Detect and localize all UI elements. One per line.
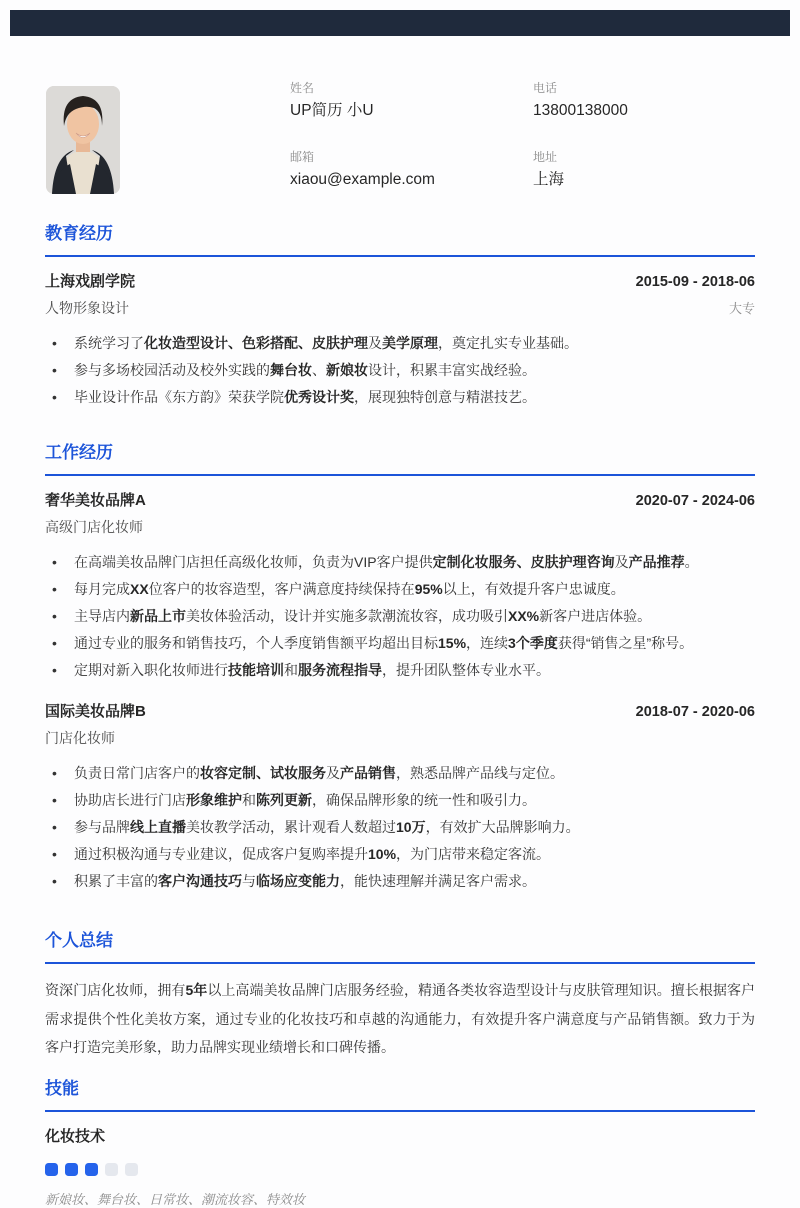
top-accent-bar: [10, 10, 790, 36]
bullet-text: 参与品牌线上直播美妆教学活动，累计观看人数超过10万，有效扩大品牌影响力。: [74, 819, 580, 835]
section-title: 技能: [45, 1078, 79, 1098]
skill-tags: 新娘妆、舞台妆、日常妆、潮流妆容、特效妆: [45, 1191, 306, 1207]
section-divider: [45, 1110, 755, 1112]
work-entry: [45, 700, 755, 895]
bullet-dot-icon: •: [52, 819, 57, 835]
company-name: 国际美妆品牌B: [45, 703, 146, 720]
contact-field-phone: [533, 80, 628, 122]
bullet-dot-icon: •: [52, 362, 57, 378]
bullet-dot-icon: •: [52, 873, 57, 889]
skill-dot-filled: [65, 1163, 78, 1176]
bullet-text: 主导店内新品上市美妆体验活动，设计并实施多款潮流妆容，成功吸引XX%新客户进店体验。: [74, 608, 652, 624]
bullet-item: [45, 814, 755, 841]
bullet-item: [45, 549, 755, 576]
bullet-text: 积累了丰富的客户沟通技巧与临场应变能力，能快速理解并满足客户需求。: [74, 873, 536, 889]
skill-dot-filled: [45, 1163, 58, 1176]
field-label: 电话: [533, 81, 558, 95]
date-range: 2020-07 - 2024-06: [635, 493, 755, 509]
section-skills: [45, 1077, 755, 1208]
section-education: [45, 222, 755, 411]
resume-body: [45, 210, 755, 1208]
bullet-dot-icon: •: [52, 581, 57, 597]
bullet-list: [45, 549, 755, 684]
bullet-item: [45, 330, 755, 357]
bullet-item: [45, 384, 755, 411]
section-divider: [45, 962, 755, 964]
skill-level-indicator: [45, 1163, 755, 1176]
bullet-text: 定期对新入职化妆师进行技能培训和服务流程指导，提升团队整体专业水平。: [74, 662, 550, 678]
field-value: 上海: [533, 171, 565, 188]
skill-dot-filled: [85, 1163, 98, 1176]
bullet-item: [45, 630, 755, 657]
skill-name: 化妆技术: [45, 1127, 106, 1145]
bullet-item: [45, 357, 755, 384]
skill-dot-empty: [125, 1163, 138, 1176]
bullet-dot-icon: •: [52, 608, 57, 624]
company-name: 奢华美妆品牌A: [45, 492, 146, 509]
degree-label: 大专: [728, 301, 755, 316]
bullet-dot-icon: •: [52, 389, 57, 405]
bullet-item: [45, 657, 755, 684]
bullet-text: 通过专业的服务和销售技巧，个人季度销售额平均超出目标15%，连续3个季度获得“销售之星”称号。: [74, 635, 694, 651]
contact-field-name: [290, 80, 533, 122]
section-work: [45, 441, 755, 895]
bullet-text: 协助店长进行门店形象维护和陈列更新，确保品牌形象的统一性和吸引力。: [74, 792, 536, 808]
work-entry: [45, 489, 755, 684]
bullet-item: [45, 603, 755, 630]
bullet-list: [45, 760, 755, 895]
field-label: 地址: [533, 150, 558, 164]
section-divider: [45, 255, 755, 257]
bullet-list: [45, 330, 755, 411]
bullet-text: 通过积极沟通与专业建议，促成客户复购率提升10%，为门店带来稳定客流。: [74, 846, 551, 862]
field-label: 邮箱: [290, 150, 315, 164]
bullet-text: 参与多场校园活动及校外实践的舞台妆、新娘妆设计，积累丰富实战经验。: [74, 362, 536, 378]
bullet-dot-icon: •: [52, 635, 57, 651]
bullet-item: [45, 576, 755, 603]
field-value: 13800138000: [533, 102, 628, 119]
portrait-illustration: [46, 86, 120, 194]
bullet-text: 毕业设计作品《东方韵》荣获学院优秀设计奖，展现独特创意与精湛技艺。: [74, 389, 536, 405]
contact-field-email: [290, 149, 533, 191]
summary-paragraph: 资深门店化妆师，拥有5年以上高端美妆品牌门店服务经验，精通各类妆容造型设计与皮肤管理知识。擅长根据客户需求提供个性化美妆方案，通过专业的化妆技巧和卓越的沟通能力，有效提升客户满意度与产品销售额。致力于为客户打造完美形象，助力品牌实现业绩增长和口碑传播。: [45, 982, 756, 1055]
major-name: 人物形象设计: [45, 300, 129, 316]
bullet-text: 在高端美妆品牌门店担任高级化妆师，负责为VIP客户提供定制化妆服务、皮肤护理咨询及产品推荐。: [74, 554, 699, 570]
section-title: 工作经历: [45, 443, 113, 462]
bullet-text: 每月完成XX位客户的妆容造型，客户满意度持续保持在95%以上，有效提升客户忠诚度。: [74, 581, 625, 597]
section-divider: [45, 474, 755, 476]
field-label: 姓名: [290, 81, 315, 95]
school-name: 上海戏剧学院: [45, 273, 136, 290]
job-title: 门店化妆师: [45, 730, 115, 746]
bullet-dot-icon: •: [52, 846, 57, 862]
date-range: 2015-09 - 2018-06: [635, 274, 755, 290]
skill-dot-empty: [105, 1163, 118, 1176]
bullet-item: [45, 868, 755, 895]
section-summary: [45, 929, 755, 1062]
bullet-dot-icon: •: [52, 335, 57, 351]
section-title: 教育经历: [45, 224, 113, 243]
field-value: UP简历 小U: [290, 102, 374, 119]
contact-info: [290, 80, 628, 191]
bullet-dot-icon: •: [52, 662, 57, 678]
bullet-text: 负责日常门店客户的妆容定制、试妆服务及产品销售，熟悉品牌产品线与定位。: [74, 765, 564, 781]
bullet-item: [45, 787, 755, 814]
bullet-item: [45, 760, 755, 787]
bullet-dot-icon: •: [52, 792, 57, 808]
contact-field-address: [533, 149, 628, 191]
section-title: 个人总结: [45, 931, 113, 950]
bullet-item: [45, 841, 755, 868]
portrait-photo: [46, 86, 120, 194]
bullet-dot-icon: •: [52, 554, 57, 570]
job-title: 高级门店化妆师: [45, 519, 143, 535]
education-entry: [45, 270, 755, 411]
bullet-text: 系统学习了化妆造型设计、色彩搭配、皮肤护理及美学原理，奠定扎实专业基础。: [74, 335, 578, 351]
date-range: 2018-07 - 2020-06: [635, 704, 755, 720]
bullet-dot-icon: •: [52, 765, 57, 781]
field-value: xiaou@example.com: [290, 171, 435, 188]
